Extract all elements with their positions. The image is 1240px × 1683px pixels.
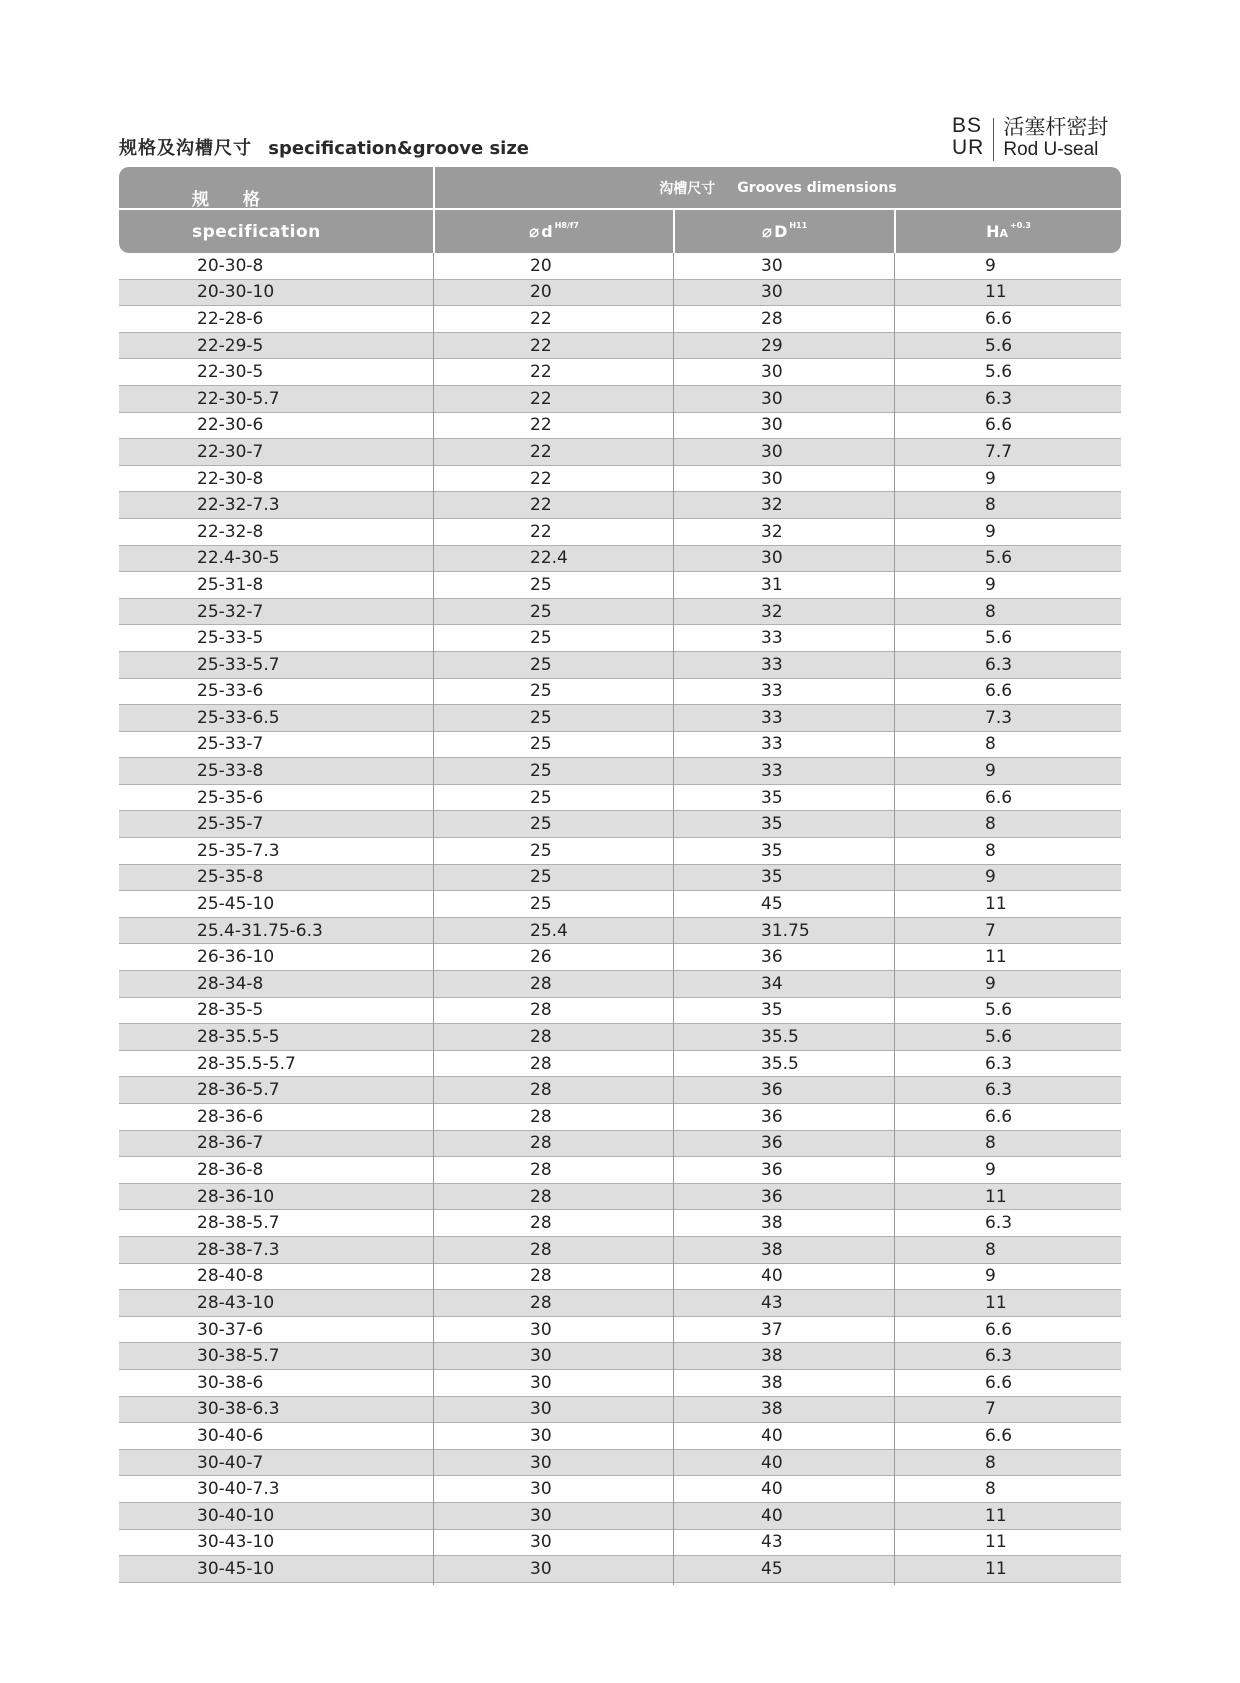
cell-specification: 22-32-7.3 — [197, 495, 280, 516]
cell-D: 30 — [761, 388, 783, 409]
header-grooves-en: Grooves dimensions — [737, 179, 897, 196]
cell-d: 22 — [530, 362, 552, 383]
page-title-en: specification&groove size — [268, 138, 530, 159]
cell-D: 38 — [761, 1213, 783, 1234]
cell-d: 28 — [530, 1027, 552, 1048]
spec-table — [119, 167, 1121, 1583]
diameter-icon: ⌀ — [761, 221, 773, 242]
cell-d: 25 — [530, 654, 552, 675]
table-row — [119, 891, 1121, 918]
table-row — [119, 998, 1121, 1025]
header-col-D-tolerance: H11 — [789, 221, 808, 230]
cell-D: 30 — [761, 362, 783, 383]
cell-D: 40 — [761, 1505, 783, 1526]
header-col-d-label: d — [541, 222, 553, 241]
cell-D: 38 — [761, 1346, 783, 1367]
cell-d: 22 — [530, 521, 552, 542]
table-row — [119, 1024, 1121, 1051]
cell-H: 5.6 — [985, 1000, 1013, 1021]
cell-H: 9 — [985, 1159, 996, 1180]
cell-specification: 22-29-5 — [197, 335, 264, 356]
cell-specification: 20-30-10 — [197, 282, 275, 303]
table-row — [119, 1556, 1121, 1583]
table-row — [119, 413, 1121, 440]
product-code-line1: BS — [952, 114, 983, 137]
cell-D: 35 — [761, 867, 783, 888]
header-col-H — [896, 210, 1121, 253]
cell-d: 30 — [530, 1346, 552, 1367]
cell-specification: 30-38-6.3 — [197, 1399, 280, 1420]
cell-H: 9 — [985, 574, 996, 595]
cell-specification: 30-45-10 — [197, 1558, 275, 1579]
table-row — [119, 732, 1121, 759]
cell-D: 31 — [761, 574, 783, 595]
cell-D: 36 — [761, 1106, 783, 1127]
cell-D: 32 — [761, 601, 783, 622]
header-col-D-label: D — [774, 222, 788, 241]
cell-specification: 30-43-10 — [197, 1532, 275, 1553]
cell-specification: 28-38-7.3 — [197, 1239, 280, 1260]
cell-d: 22.4 — [530, 548, 568, 569]
cell-D: 35.5 — [761, 1027, 799, 1048]
cell-specification: 28-40-8 — [197, 1266, 264, 1287]
cell-D: 45 — [761, 1558, 783, 1579]
cell-H: 6.6 — [985, 681, 1013, 702]
cell-D: 30 — [761, 468, 783, 489]
table-row — [119, 625, 1121, 652]
cell-d: 22 — [530, 415, 552, 436]
table-row — [119, 546, 1121, 573]
cell-specification: 28-35.5-5 — [197, 1027, 280, 1048]
cell-H: 7.7 — [985, 441, 1013, 462]
cell-specification: 25-35-7 — [197, 814, 264, 835]
cell-H: 9 — [985, 761, 996, 782]
cell-d: 28 — [530, 1133, 552, 1154]
cell-D: 36 — [761, 1080, 783, 1101]
cell-specification: 25.4-31.75-6.3 — [197, 920, 323, 941]
table-row — [119, 1237, 1121, 1264]
cell-specification: 28-36-6 — [197, 1106, 264, 1127]
cell-H: 5.6 — [985, 548, 1013, 569]
cell-H: 9 — [985, 255, 996, 276]
table-header — [119, 167, 1121, 253]
cell-specification: 30-40-7.3 — [197, 1479, 280, 1500]
table-row — [119, 944, 1121, 971]
cell-d: 26 — [530, 947, 552, 968]
cell-d: 22 — [530, 308, 552, 329]
cell-specification: 28-35.5-5.7 — [197, 1053, 296, 1074]
cell-H: 6.3 — [985, 1346, 1013, 1367]
product-name — [1003, 115, 1108, 161]
cell-d: 30 — [530, 1532, 552, 1553]
cell-H: 6.3 — [985, 654, 1013, 675]
cell-H: 6.6 — [985, 1425, 1013, 1446]
cell-H: 11 — [985, 1558, 1007, 1579]
cell-specification: 30-38-6 — [197, 1372, 264, 1393]
cell-d: 22 — [530, 441, 552, 462]
cell-specification: 22-28-6 — [197, 308, 264, 329]
cell-D: 33 — [761, 734, 783, 755]
brand-divider — [993, 118, 994, 161]
cell-H: 8 — [985, 1239, 996, 1260]
cell-H: 9 — [985, 867, 996, 888]
cell-specification: 25-31-8 — [197, 574, 264, 595]
cell-H: 8 — [985, 1452, 996, 1473]
cell-D: 30 — [761, 415, 783, 436]
table-row — [119, 1476, 1121, 1503]
product-brand — [952, 115, 1108, 161]
cell-H: 5.6 — [985, 1027, 1013, 1048]
cell-specification: 25-33-8 — [197, 761, 264, 782]
cell-d: 30 — [530, 1558, 552, 1579]
page-title-zh: 规格及沟槽尺寸 — [119, 138, 252, 159]
cell-H: 11 — [985, 1505, 1007, 1526]
cell-d: 28 — [530, 1000, 552, 1021]
cell-d: 28 — [530, 1159, 552, 1180]
cell-D: 35.5 — [761, 1053, 799, 1074]
cell-specification: 28-38-5.7 — [197, 1213, 280, 1234]
table-row — [119, 572, 1121, 599]
cell-specification: 25-33-6 — [197, 681, 264, 702]
cell-d: 25 — [530, 814, 552, 835]
table-row — [119, 1210, 1121, 1237]
table-row — [119, 758, 1121, 785]
cell-d: 30 — [530, 1452, 552, 1473]
cell-D: 40 — [761, 1479, 783, 1500]
table-row — [119, 1290, 1121, 1317]
table-row — [119, 838, 1121, 865]
cell-D: 43 — [761, 1532, 783, 1553]
cell-d: 25 — [530, 681, 552, 702]
cell-H: 6.6 — [985, 1106, 1013, 1127]
cell-H: 6.6 — [985, 415, 1013, 436]
header-spec-en: specification — [192, 222, 321, 242]
cell-specification: 22-30-6 — [197, 415, 264, 436]
table-row — [119, 652, 1121, 679]
product-name-en: Rod U-seal — [1003, 139, 1099, 160]
diameter-icon: ⌀ — [529, 221, 540, 242]
cell-D: 30 — [761, 282, 783, 303]
table-body — [119, 253, 1121, 1583]
cell-d: 20 — [530, 255, 552, 276]
cell-d: 28 — [530, 1239, 552, 1260]
table-row — [119, 306, 1121, 333]
cell-H: 8 — [985, 814, 996, 835]
cell-D: 40 — [761, 1425, 783, 1446]
table-row — [119, 333, 1121, 360]
table-row — [119, 519, 1121, 546]
cell-specification: 20-30-8 — [197, 255, 264, 276]
cell-H: 6.3 — [985, 1080, 1013, 1101]
cell-D: 32 — [761, 521, 783, 542]
cell-d: 25.4 — [530, 920, 568, 941]
cell-d: 28 — [530, 1266, 552, 1287]
cell-H: 9 — [985, 521, 996, 542]
column-divider — [894, 253, 895, 1585]
cell-H: 6.6 — [985, 1372, 1013, 1393]
table-row — [119, 1317, 1121, 1344]
cell-d: 30 — [530, 1425, 552, 1446]
cell-d: 20 — [530, 282, 552, 303]
table-row — [119, 1370, 1121, 1397]
cell-D: 36 — [761, 947, 783, 968]
header-spec-zh: 规 格 — [192, 189, 274, 210]
table-row — [119, 1450, 1121, 1477]
header-col-D — [675, 210, 894, 253]
cell-H: 8 — [985, 734, 996, 755]
cell-d: 25 — [530, 707, 552, 728]
column-divider — [673, 253, 674, 1585]
cell-D: 36 — [761, 1186, 783, 1207]
table-row — [119, 1343, 1121, 1370]
cell-d: 22 — [530, 468, 552, 489]
cell-d: 28 — [530, 973, 552, 994]
cell-specification: 30-40-7 — [197, 1452, 264, 1473]
cell-d: 28 — [530, 1186, 552, 1207]
cell-d: 22 — [530, 388, 552, 409]
cell-H: 6.6 — [985, 1319, 1013, 1340]
table-row — [119, 386, 1121, 413]
cell-specification: 30-40-6 — [197, 1425, 264, 1446]
header-col-H-label: H — [986, 222, 1000, 241]
cell-H: 6.6 — [985, 308, 1013, 329]
cell-H: 6.3 — [985, 1213, 1013, 1234]
cell-d: 25 — [530, 601, 552, 622]
cell-d: 25 — [530, 840, 552, 861]
cell-D: 36 — [761, 1159, 783, 1180]
cell-D: 28 — [761, 308, 783, 329]
cell-specification: 25-33-5.7 — [197, 654, 280, 675]
cell-H: 5.6 — [985, 628, 1013, 649]
cell-d: 30 — [530, 1319, 552, 1340]
cell-d: 25 — [530, 734, 552, 755]
cell-specification: 25-33-6.5 — [197, 707, 280, 728]
table-row — [119, 971, 1121, 998]
cell-H: 5.6 — [985, 362, 1013, 383]
cell-D: 30 — [761, 548, 783, 569]
table-row — [119, 679, 1121, 706]
header-grooves-zh: 沟槽尺寸 — [659, 180, 716, 197]
cell-d: 22 — [530, 335, 552, 356]
cell-H: 8 — [985, 1133, 996, 1154]
table-row — [119, 1157, 1121, 1184]
cell-H: 11 — [985, 947, 1007, 968]
cell-d: 25 — [530, 574, 552, 595]
header-col-d-tolerance: H8/f7 — [554, 221, 579, 230]
table-row — [119, 1051, 1121, 1078]
cell-d: 25 — [530, 761, 552, 782]
cell-specification: 28-43-10 — [197, 1292, 275, 1313]
cell-specification: 22-30-7 — [197, 441, 264, 462]
cell-D: 29 — [761, 335, 783, 356]
cell-H: 7.3 — [985, 707, 1013, 728]
cell-d: 25 — [530, 894, 552, 915]
cell-d: 30 — [530, 1479, 552, 1500]
table-row — [119, 439, 1121, 466]
cell-D: 35 — [761, 840, 783, 861]
cell-H: 11 — [985, 1186, 1007, 1207]
table-row — [119, 492, 1121, 519]
cell-H: 11 — [985, 1292, 1007, 1313]
cell-D: 33 — [761, 681, 783, 702]
cell-H: 8 — [985, 1479, 996, 1500]
cell-d: 28 — [530, 1213, 552, 1234]
cell-D: 40 — [761, 1266, 783, 1287]
cell-D: 33 — [761, 628, 783, 649]
cell-specification: 22-30-5 — [197, 362, 264, 383]
cell-specification: 22-30-8 — [197, 468, 264, 489]
cell-D: 34 — [761, 973, 783, 994]
cell-d: 25 — [530, 628, 552, 649]
table-row — [119, 705, 1121, 732]
table-row — [119, 811, 1121, 838]
cell-specification: 25-35-8 — [197, 867, 264, 888]
table-row — [119, 1397, 1121, 1424]
cell-H: 6.6 — [985, 787, 1013, 808]
cell-specification: 25-35-7.3 — [197, 840, 280, 861]
cell-H: 7 — [985, 1399, 996, 1420]
cell-D: 43 — [761, 1292, 783, 1313]
header-col-H-subscript: A — [999, 227, 1009, 240]
cell-H: 11 — [985, 894, 1007, 915]
cell-specification: 28-36-10 — [197, 1186, 275, 1207]
table-row — [119, 466, 1121, 493]
cell-specification: 25-35-6 — [197, 787, 264, 808]
cell-D: 37 — [761, 1319, 783, 1340]
table-row — [119, 1104, 1121, 1131]
cell-D: 38 — [761, 1239, 783, 1260]
table-row — [119, 918, 1121, 945]
cell-D: 35 — [761, 1000, 783, 1021]
page-title — [119, 134, 529, 160]
cell-d: 25 — [530, 787, 552, 808]
cell-specification: 28-36-8 — [197, 1159, 264, 1180]
cell-d: 25 — [530, 867, 552, 888]
product-name-zh: 活塞杆密封 — [1003, 115, 1109, 139]
cell-specification: 26-36-10 — [197, 947, 275, 968]
cell-specification: 25-32-7 — [197, 601, 264, 622]
cell-D: 31.75 — [761, 920, 810, 941]
cell-specification: 30-40-10 — [197, 1505, 275, 1526]
cell-H: 5.6 — [985, 335, 1013, 356]
cell-H: 9 — [985, 1266, 996, 1287]
product-code-line2: UR — [952, 136, 985, 159]
cell-d: 28 — [530, 1106, 552, 1127]
cell-specification: 30-37-6 — [197, 1319, 264, 1340]
table-row — [119, 599, 1121, 626]
cell-d: 30 — [530, 1505, 552, 1526]
table-row — [119, 1423, 1121, 1450]
cell-D: 40 — [761, 1452, 783, 1473]
table-row — [119, 1264, 1121, 1291]
cell-d: 22 — [530, 495, 552, 516]
cell-D: 33 — [761, 654, 783, 675]
cell-specification: 22-30-5.7 — [197, 388, 280, 409]
cell-D: 32 — [761, 495, 783, 516]
product-code — [952, 115, 984, 161]
cell-H: 11 — [985, 282, 1007, 303]
cell-H: 11 — [985, 1532, 1007, 1553]
cell-H: 9 — [985, 973, 996, 994]
header-col-d — [435, 210, 673, 253]
cell-D: 38 — [761, 1399, 783, 1420]
cell-H: 9 — [985, 468, 996, 489]
cell-D: 36 — [761, 1133, 783, 1154]
table-row — [119, 1131, 1121, 1158]
cell-specification: 25-33-5 — [197, 628, 264, 649]
cell-d: 30 — [530, 1399, 552, 1420]
cell-d: 28 — [530, 1053, 552, 1074]
table-row — [119, 253, 1121, 280]
cell-d: 30 — [530, 1372, 552, 1393]
table-row — [119, 1077, 1121, 1104]
table-row — [119, 1184, 1121, 1211]
cell-specification: 25-33-7 — [197, 734, 264, 755]
table-row — [119, 359, 1121, 386]
cell-H: 6.3 — [985, 388, 1013, 409]
cell-D: 33 — [761, 761, 783, 782]
cell-specification: 28-35-5 — [197, 1000, 264, 1021]
cell-D: 30 — [761, 255, 783, 276]
cell-D: 35 — [761, 787, 783, 808]
cell-specification: 22.4-30-5 — [197, 548, 280, 569]
cell-specification: 30-38-5.7 — [197, 1346, 280, 1367]
table-row — [119, 1503, 1121, 1530]
table-row — [119, 785, 1121, 812]
cell-H: 8 — [985, 495, 996, 516]
cell-specification: 22-32-8 — [197, 521, 264, 542]
cell-D: 45 — [761, 894, 783, 915]
cell-H: 7 — [985, 920, 996, 941]
cell-D: 33 — [761, 707, 783, 728]
header-grooves — [435, 167, 1121, 208]
cell-d: 28 — [530, 1292, 552, 1313]
cell-specification: 25-45-10 — [197, 894, 275, 915]
cell-D: 35 — [761, 814, 783, 835]
table-row — [119, 1530, 1121, 1557]
cell-H: 8 — [985, 601, 996, 622]
cell-H: 8 — [985, 840, 996, 861]
cell-H: 6.3 — [985, 1053, 1013, 1074]
cell-specification: 28-36-5.7 — [197, 1080, 280, 1101]
table-row — [119, 865, 1121, 892]
cell-D: 30 — [761, 441, 783, 462]
table-row — [119, 280, 1121, 307]
column-divider — [433, 253, 434, 1585]
cell-d: 28 — [530, 1080, 552, 1101]
cell-specification: 28-36-7 — [197, 1133, 264, 1154]
cell-specification: 28-34-8 — [197, 973, 264, 994]
header-col-H-tolerance: +0.3 — [1010, 221, 1031, 230]
cell-D: 38 — [761, 1372, 783, 1393]
